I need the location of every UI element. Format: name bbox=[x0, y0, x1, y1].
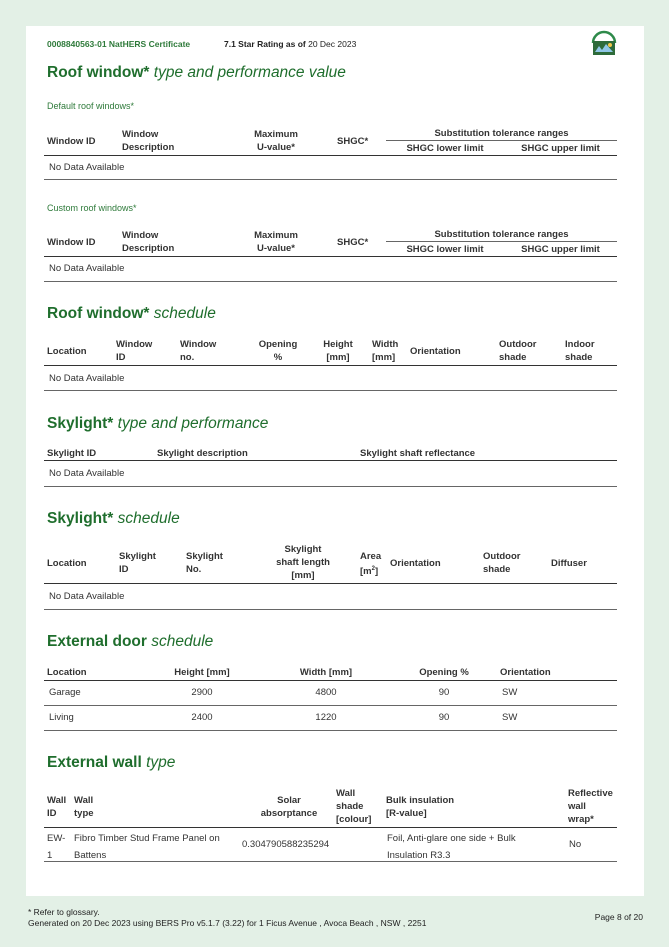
row-rule bbox=[44, 281, 617, 282]
col-height: Height [mm] bbox=[323, 339, 353, 363]
col-location: Location bbox=[47, 346, 87, 357]
col-shgc-lower: SHGC lower limit bbox=[406, 143, 484, 154]
col-diffuser: Diffuser bbox=[551, 558, 587, 569]
col-location: Location bbox=[47, 667, 87, 678]
glossary-note: * Refer to glossary. bbox=[28, 907, 100, 917]
door-orientation: SW bbox=[502, 687, 518, 698]
door-height: 2900 bbox=[191, 687, 213, 698]
col-subst: Substitution tolerance ranges bbox=[434, 229, 569, 240]
door-location: Garage bbox=[49, 687, 81, 698]
col-outdoor-shade: Outdoor shade bbox=[499, 339, 537, 363]
header-rule bbox=[44, 155, 617, 156]
col-skylight-id: Skylight ID bbox=[119, 551, 156, 575]
page-number: Page 8 of 20 bbox=[594, 912, 643, 922]
col-shgc: SHGC* bbox=[337, 136, 369, 147]
col-orientation: Orientation bbox=[410, 346, 461, 357]
col-width: Width [mm] bbox=[372, 339, 399, 363]
door-width: 1220 bbox=[315, 712, 337, 723]
col-window-no: Window no. bbox=[180, 339, 217, 363]
row-rule bbox=[44, 705, 617, 706]
col-max-u: Maximum U-value* bbox=[254, 129, 298, 153]
no-data-text: No Data Available bbox=[49, 373, 125, 384]
header-rule bbox=[44, 365, 617, 366]
page-footer bbox=[28, 907, 426, 929]
col-indoor-shade: Indoor shade bbox=[565, 339, 595, 363]
default-roof-windows-label: Default roof windows* bbox=[47, 101, 135, 111]
header-rule bbox=[44, 680, 617, 681]
col-window-id: Window ID bbox=[116, 339, 153, 363]
custom-roof-windows-label: Custom roof windows* bbox=[47, 203, 137, 213]
roof-window-schedule-title: Roof window* schedule bbox=[47, 305, 216, 322]
col-area: Area $[m^2]$ bbox=[360, 551, 382, 578]
skylight-perf-title: Skylight* type and performance bbox=[47, 415, 269, 432]
col-shaft-reflectance: Skylight shaft reflectance bbox=[360, 448, 476, 459]
col-skylight-desc: Skylight description bbox=[157, 448, 248, 459]
door-height: 2400 bbox=[191, 712, 213, 723]
wall-id: EW- 1 bbox=[47, 833, 66, 861]
generated-note: Generated on 20 Dec 2023 using BERS Pro v5.1.7 (3.22) for 1 Ficus Avenue , Avoca Beach , NSW , 2251 bbox=[28, 918, 427, 928]
col-opening: Opening % bbox=[419, 667, 469, 678]
page-header bbox=[47, 39, 357, 49]
col-opening: Opening % bbox=[258, 339, 298, 363]
col-solar: Solar absorptance bbox=[260, 795, 318, 819]
row-rule bbox=[44, 486, 617, 487]
row-rule bbox=[44, 390, 617, 391]
row-rule bbox=[44, 730, 617, 731]
col-bulk-insulation: Bulk insulation [R-value] bbox=[386, 795, 455, 819]
col-width: Width [mm] bbox=[299, 667, 353, 678]
col-location: Location bbox=[47, 558, 87, 569]
col-orientation: Orientation bbox=[500, 667, 551, 678]
subst-divider bbox=[386, 140, 617, 141]
col-window-id: Window ID bbox=[47, 136, 96, 147]
no-data-text: No Data Available bbox=[49, 468, 125, 479]
col-shgc-upper: SHGC upper limit bbox=[521, 244, 600, 255]
wall-solar-absorptance: 0.304790588235294 bbox=[242, 839, 330, 850]
door-width: 4800 bbox=[315, 687, 337, 698]
no-data-text: No Data Available bbox=[49, 591, 125, 602]
external-door-title: External door schedule bbox=[47, 633, 214, 650]
roof-window-perf-title: Roof window* type and performance value bbox=[47, 64, 346, 81]
wall-type: Fibro Timber Stud Frame Panel on Battens bbox=[74, 833, 220, 861]
col-height: Height [mm] bbox=[174, 667, 230, 678]
certificate-page bbox=[26, 26, 644, 896]
col-reflective-wrap: Reflective wall wrap* bbox=[568, 788, 613, 825]
col-window-desc: Window Description bbox=[122, 230, 175, 254]
wall-reflective-wrap: No bbox=[569, 839, 582, 850]
col-wall-id: Wall ID bbox=[47, 795, 67, 819]
header-rule bbox=[44, 256, 617, 257]
door-orientation: SW bbox=[502, 712, 518, 723]
col-orientation: Orientation bbox=[390, 558, 441, 569]
no-data-text: No Data Available bbox=[49, 162, 125, 173]
subst-divider bbox=[386, 241, 617, 242]
header-rule bbox=[44, 583, 617, 584]
col-wall-shade: Wall shade [colour] bbox=[336, 788, 372, 825]
col-subst: Substitution tolerance ranges bbox=[434, 128, 569, 139]
nathers-logo-icon bbox=[590, 30, 618, 56]
no-data-text: No Data Available bbox=[49, 263, 125, 274]
external-wall-title: External wall type bbox=[47, 754, 176, 771]
col-shaft-length: Skylight shaft length [mm] bbox=[276, 544, 330, 581]
col-window-id: Window ID bbox=[47, 237, 96, 248]
certificate-number: 0008840563-01 NatHERS Certificate bbox=[47, 39, 191, 49]
header-rule bbox=[44, 460, 617, 461]
col-wall-type: Wall type bbox=[74, 795, 94, 819]
door-location: Living bbox=[49, 712, 74, 723]
header-rule bbox=[44, 827, 617, 828]
col-shgc: SHGC* bbox=[337, 237, 369, 248]
col-shgc-lower: SHGC lower limit bbox=[406, 244, 484, 255]
wall-bulk-insulation: Foil, Anti-glare one side + Bulk Insulation R3.3 bbox=[387, 833, 516, 861]
row-rule bbox=[44, 179, 617, 180]
col-window-desc: Window Description bbox=[122, 129, 175, 153]
door-opening: 90 bbox=[438, 687, 450, 698]
col-skylight-id: Skylight ID bbox=[47, 448, 97, 459]
skylight-schedule-title: Skylight* schedule bbox=[47, 510, 180, 527]
star-rating bbox=[224, 39, 356, 49]
col-max-u: Maximum U-value* bbox=[254, 230, 298, 254]
row-rule bbox=[44, 861, 617, 862]
col-shgc-upper: SHGC upper limit bbox=[521, 143, 600, 154]
rating-label: 7.1 Star Rating as of bbox=[224, 39, 306, 49]
col-skylight-no: Skylight No. bbox=[186, 551, 223, 575]
col-outdoor-shade: Outdoor shade bbox=[483, 551, 521, 575]
row-rule bbox=[44, 609, 617, 610]
rating-date: 20 Dec 2023 bbox=[308, 39, 357, 49]
door-opening: 90 bbox=[438, 712, 450, 723]
